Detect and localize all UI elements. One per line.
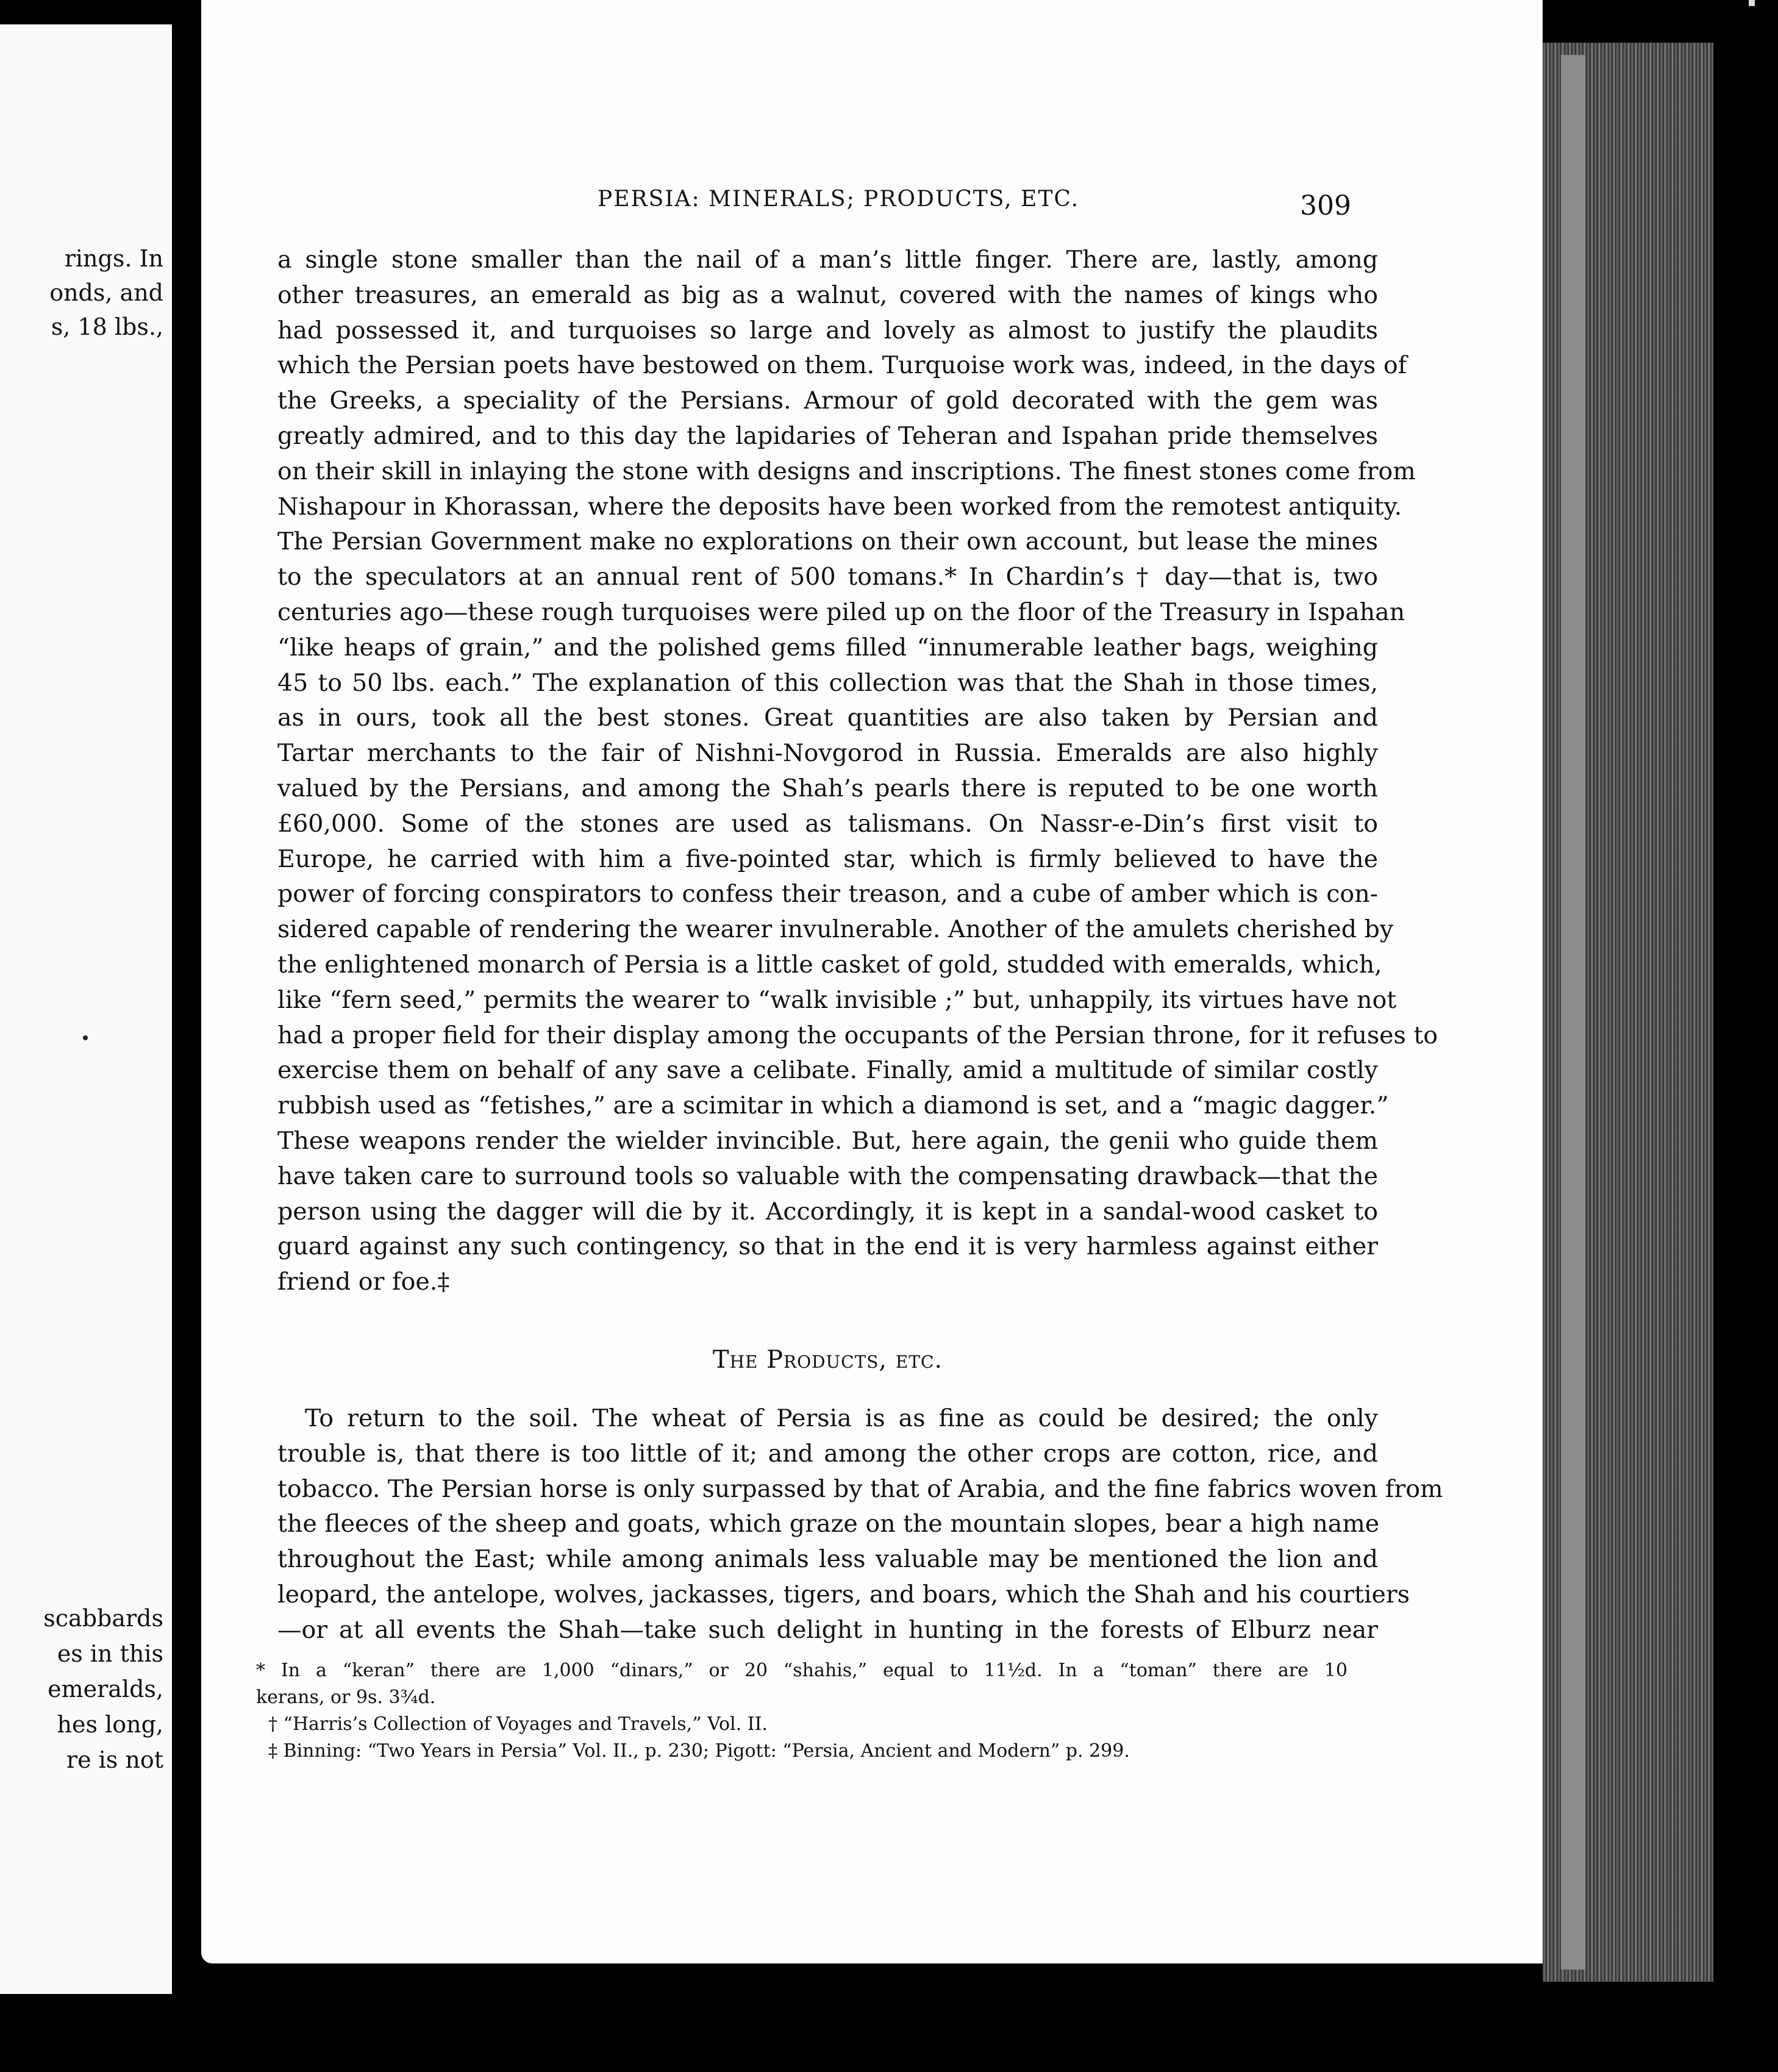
footnote-1: * In a “keran” there are 1,000 “dinars,” or 20 “shahis,” equal to 11½d. In a “toman” there are 10 xyxy=(256,1660,1348,1681)
footnote-3: ‡ Binning: “Two Years in Persia” Vol. II., p. 230; Pigott: “Persia, Ancient and Modern” p. 299. xyxy=(268,1740,1130,1762)
text-line: “like heaps of grain,” and the polished gems filled “innumerable leather bags, weighing xyxy=(277,633,1378,662)
text-line: rubbish used as “fetishes,” are a scimitar in which a diamond is set, and a “magic dagger.” xyxy=(277,1091,1389,1120)
text-line: Nishapour in Khorassan, where the deposits have been worked from the remotest antiquity. xyxy=(277,492,1402,521)
text-line: These weapons render the wielder invincible. But, here again, the genii who guide them xyxy=(277,1126,1378,1155)
text-line: greatly admired, and to this day the lapidaries of Teheran and Ispahan pride themselves xyxy=(277,421,1378,450)
footnotes xyxy=(256,1657,1348,1765)
text-line: the enlightened monarch of Persia is a little casket of gold, studded with emeralds, which, xyxy=(277,950,1382,979)
text-line: like “fern seed,” permits the wearer to “walk invisible ;” but, unhappily, its virtues have not xyxy=(277,985,1397,1014)
text-line: 45 to 50 lbs. each.” The explanation of this collection was that the Shah in those times, xyxy=(277,668,1378,697)
text-line: on their skill in inlaying the stone with designs and inscriptions. The finest stones come from xyxy=(277,457,1416,485)
text-line: sidered capable of rendering the wearer invulnerable. Another of the amulets cherished by xyxy=(277,915,1394,944)
text-line: trouble is, that there is too little of it; and among the other crops are cotton, rice, and xyxy=(277,1439,1378,1468)
left-facing-page xyxy=(0,24,172,1994)
text-line: had possessed it, and turquoises so large and lovely as almost to justify the plaudits xyxy=(277,316,1378,345)
footnote-2: † “Harris’s Collection of Voyages and Travels,” Vol. II. xyxy=(268,1713,768,1735)
text-line: which the Persian poets have bestowed on them. Turquoise work was, indeed, in the days of xyxy=(277,351,1407,380)
body-paragraph-1 xyxy=(277,243,1438,1300)
left-page-line: s, 18 lbs., xyxy=(51,313,163,340)
text-line: leopard, the antelope, wolves, jackasses, tigers, and boars, which the Shah and his courtiers xyxy=(277,1580,1410,1609)
text-line: person using the dagger will die by it. Accordingly, it is kept in a sandal-wood casket to xyxy=(277,1197,1378,1226)
text-line: centuries ago—these rough turquoises were piled up on the floor of the Treasury in Ispahan xyxy=(277,598,1405,626)
text-line: a single stone smaller than the nail of a man’s little finger. There are, lastly, among xyxy=(277,246,1378,274)
text-line: Tartar merchants to the fair of Nishni-Novgorod in Russia. Emeralds are also highly xyxy=(277,739,1378,768)
text-line: tobacco. The Persian horse is only surpassed by that of Arabia, and the fine fabrics woven from xyxy=(277,1474,1443,1503)
text-line: the Greeks, a speciality of the Persians. Armour of gold decorated with the gem was xyxy=(277,387,1378,415)
text-line: exercise them on behalf of any save a celibate. Finally, amid a multitude of similar costly xyxy=(277,1056,1378,1085)
left-page-line: onds, and xyxy=(49,279,163,306)
text-line: to the speculators at an annual rent of 500 tomans.* In Chardin’s † day—that is, two xyxy=(277,563,1378,591)
left-page-line: scabbards xyxy=(43,1605,163,1632)
left-page-line: rings. In xyxy=(64,245,163,272)
text-line: The Persian Government make no explorations on their own account, but lease the mines xyxy=(277,527,1378,556)
scan-corner-mark xyxy=(1749,0,1755,6)
left-page-line: emeralds, xyxy=(48,1676,163,1702)
page-number: 309 xyxy=(1300,190,1351,221)
footnote-1-continued: kerans, or 9s. 3¾d. xyxy=(256,1687,436,1708)
page-edge-highlight xyxy=(1561,55,1585,1970)
text-line: guard against any such contingency, so that in the end it is very harmless against either xyxy=(277,1232,1378,1261)
text-line: the fleeces of the sheep and goats, which graze on the mountain slopes, bear a high name xyxy=(277,1510,1380,1538)
text-line: valued by the Persians, and among the Shah’s pearls there is reputed to be one worth xyxy=(277,774,1378,802)
left-page-line: hes long, xyxy=(57,1711,163,1738)
running-head: PERSIA: MINERALS; PRODUCTS, ETC. xyxy=(598,187,1080,212)
text-line: have taken care to surround tools so valuable with the compensating drawback—that the xyxy=(277,1162,1378,1190)
left-page-line: re is not xyxy=(66,1746,163,1773)
text-line: had a proper field for their display among the occupants of the Persian throne, for it refuses to xyxy=(277,1021,1438,1049)
text-line: Europe, he carried with him a five-pointed star, which is firmly believed to have the xyxy=(277,845,1378,873)
text-line: £60,000. Some of the stones are used as talismans. On Nassr-e-Din’s first visit to xyxy=(277,809,1378,838)
left-page-mark xyxy=(83,1035,88,1040)
text-line: friend or foe.‡ xyxy=(277,1268,450,1296)
body-paragraph-2 xyxy=(277,1401,1443,1648)
text-line: To return to the soil. The wheat of Persia is as fine as could be desired; the only xyxy=(305,1404,1378,1432)
text-line: as in ours, took all the best stones. Great quantities are also taken by Persian and xyxy=(277,704,1378,732)
left-page-line: es in this xyxy=(57,1640,163,1667)
text-line: power of forcing conspirators to confess their treason, and a cube of amber which is con- xyxy=(277,880,1378,909)
text-line: throughout the East; while among animals less valuable may be mentioned the lion and xyxy=(277,1545,1378,1574)
text-line: other treasures, an emerald as big as a walnut, covered with the names of kings who xyxy=(277,280,1378,309)
section-title: The Products, etc. xyxy=(712,1346,943,1374)
text-line: —or at all events the Shah—take such delight in hunting in the forests of Elburz near xyxy=(277,1615,1378,1644)
